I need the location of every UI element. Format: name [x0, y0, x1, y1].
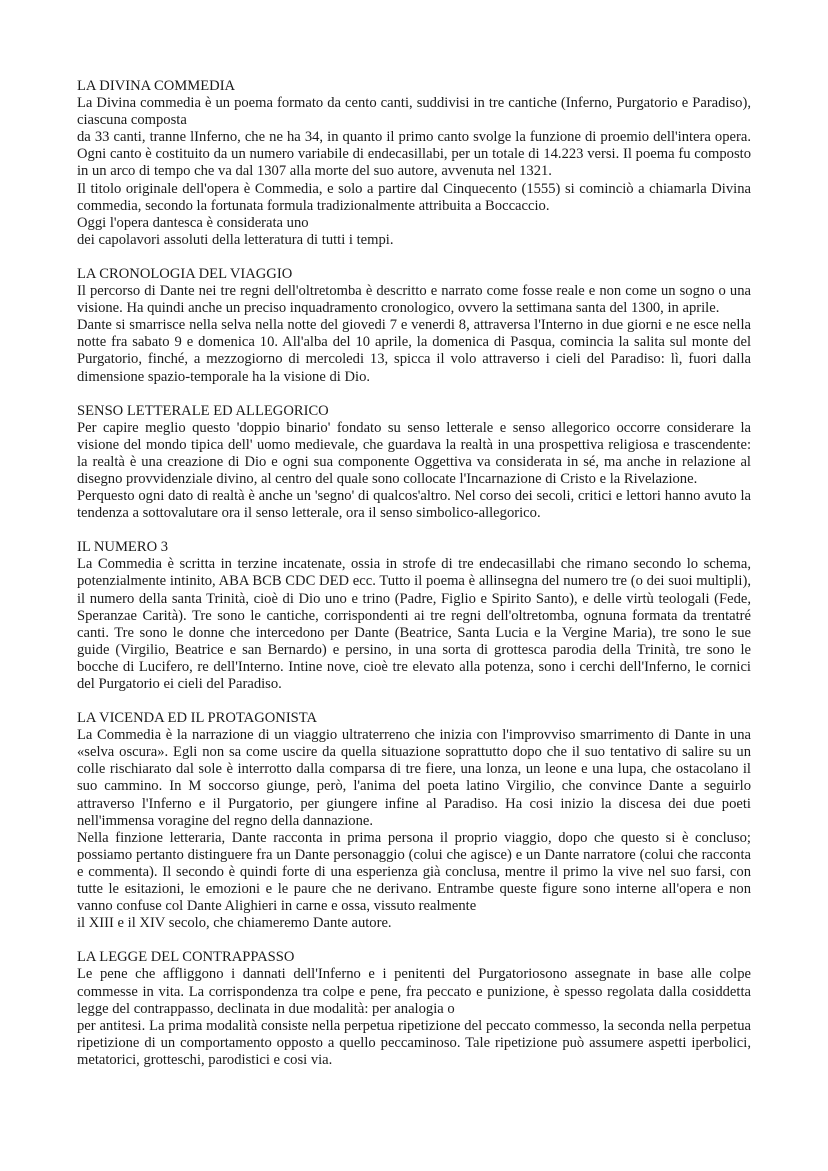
paragraph: dei capolavori assoluti della letteratura di tutti i tempi.	[77, 231, 394, 248]
section-vicenda	[77, 710, 751, 932]
section-senso-letterale	[77, 403, 751, 523]
paragraph: Per capire meglio questo 'doppio binario' fondato su senso letterale e senso allegorico occorre considerare la visione del mondo tipica dell' uomo medievale, che guardava la realtà in una prospettiva religiosa e trascendente: la realtà è una creazione di Dio e ogni sua componente Oggettiva va considerata in sé, ma anche in relazione al disegno provvidenziale divino, al centro del quale sono collocate l'Incarnazione di Cristo e la Rivelazione.	[77, 419, 751, 487]
paragraph: Il percorso di Dante nei tre regni dell'oltretomba è descritto e narrato come fosse reale e non come un sogno o una visione. Ha quindi anche un preciso inquadramento cronologico, ovvero la settimana santa del 1300, in aprile.	[77, 283, 751, 317]
section-numero-3	[77, 539, 751, 693]
section-title: LA VICENDA ED IL PROTAGONISTA	[77, 710, 318, 727]
section-title: SENSO LETTERALE ED ALLEGORICO	[77, 402, 329, 419]
paragraph: Oggi l'opera dantesca è considerata uno	[77, 214, 309, 231]
paragraph: Le pene che affliggono i dannati dell'Inferno e i penitenti del Purgatoriosono assegnate in base alle colpe commesse in vita. La corrispondenza tra colpe e pene, fra peccato e punizione, è spesso regolata dalla cosiddetta legge del contrappasso, declinata in due modalità: per analogia o	[77, 966, 751, 1017]
section-divina-commedia	[77, 78, 751, 249]
paragraph: Il titolo originale dell'opera è Commedia, e solo a partire dal Cinquecento (1555) si cominciò a chiamarla Divina commedia, secondo la fortunata formula tradizionalmente attribuita a Boccaccio.	[77, 180, 751, 214]
section-title: LA DIVINA COMMEDIA	[77, 78, 236, 94]
document-page	[77, 78, 751, 1086]
section-title: IL NUMERO 3	[77, 539, 169, 556]
paragraph: La Divina commedia è un poema formato da cento canti, suddivisi in tre cantiche (Inferno, Purgatorio e Paradiso), ciascuna composta	[77, 95, 751, 129]
section-title: LA LEGGE DEL CONTRAPPASSO	[77, 949, 295, 966]
paragraph: per antitesi. La prima modalità consiste nella perpetua ripetizione del peccato commesso, la seconda nella perpetua ripetizione di un comportamento opposto a quello peccaminoso. Tale ripetizione può assumere aspetti iperbolici, metatorici, grotteschi, parodistici e cosi via.	[77, 1017, 751, 1068]
section-title: LA CRONOLOGIA DEL VIAGGIO	[77, 265, 293, 282]
paragraph: il XIII e il XIV secolo, che chiameremo Dante autore.	[77, 915, 392, 932]
section-contrappasso	[77, 949, 751, 1069]
section-cronologia	[77, 266, 751, 386]
paragraph: Nella finzione letteraria, Dante racconta in prima persona il proprio viaggio, dopo che questo si è concluso; possiamo pertanto distinguere fra un Dante personaggio (colui che agisce) e un Dante narratore (colui che racconta e commenta). Il secondo è quindi forte di una esperienza già conclusa, mentre il primo la vive nel suo farsi, con tutte le esitazioni, le emozioni e le paure che ne derivano. Entrambe queste figure sono interne all'opera e non vanno confuse col Dante Alighieri in carne e ossa, vissuto realmente	[77, 829, 751, 915]
paragraph: La Commedia è la narrazione di un viaggio ultraterreno che inizia con l'improvviso smarrimento di Dante in una «selva oscura». Egli non sa come uscire da quella situazione soprattutto dopo che il suo tentativo di salire su un colle rischiarato dal sole è interrotto dalla comparsa di tre fiere, una lonza, un leone e una lupa, che ostacolano il suo cammino. In M soccorso giunge, però, l'anima del poeta latino Virgilio, che convince Dante a seguirlo attraverso l'Inferno e il Purgatorio, per giungere infine al Paradiso. Ha cosi inizio la discesa dei due poeti nell'immensa voragine del regno della dannazione.	[77, 727, 751, 829]
paragraph: da 33 canti, tranne lInferno, che ne ha 34, in quanto il primo canto svolge la funzione di proemio dell'intera opera. Ogni canto è costituito da un numero variabile di endecasillabi, per un totale di 14.223 versi. Il poema fu composto in un arco di tempo che va dal 1307 alla morte del suo autore, avvenuta nel 1321.	[77, 129, 751, 180]
paragraph: Perquesto ogni dato di realtà è anche un 'segno' di qualcos'altro. Nel corso dei secoli, critici e lettori hanno avuto la tendenza a sottovalutare ora il senso letterale, ora il senso simbolico-allegorico.	[77, 488, 751, 522]
paragraph: La Commedia è scritta in terzine incatenate, ossia in strofe di tre endecasillabi che rimano secondo lo schema, potenzialmente intinito, ABA BCB CDC DED ecc. Tutto il poema è allinsegna del numero tre (o dei suoi multipli), il numero della santa Trinità, cioè di Dio uno e trino (Padre, Figlio e Spirito Santo), e delle virtù teologali (Fede, Speranzae Carità). Tre sono le cantiche, corrispondenti ai tre regni dell'oltretomba, ognuna formata da trentatré canti. Tre sono le donne che intercedono per Dante (Beatrice, Santa Lucia e la Vergine Maria), tre sono le sue guide (Virgilio, Beatrice e san Bernardo) e persino, in una sorta di grottesca parodia della Trinità, tre sono le bocche di Lucifero, re dell'Interno. Intine nove, cioè tre elevato alla potenza, sono i cerchi dell'Inferno, le cornici del Purgatorio ei cieli del Paradiso.	[77, 556, 751, 692]
paragraph: Dante si smarrisce nella selva nella notte del giovedi 7 e venerdi 8, attraversa l'Interno in due giorni e ne esce nella notte fra sabato 9 e domenica 10. All'alba del 10 aprile, la domenica di Pasqua, comincia la salita sul monte del Purgatorio, finché, a mezzogiorno di mercoledi 13, spicca il volo attraverso i cieli del Paradiso: lì, fuori dalla dimensione spazio-temporale ha la visione di Dio.	[77, 317, 751, 385]
